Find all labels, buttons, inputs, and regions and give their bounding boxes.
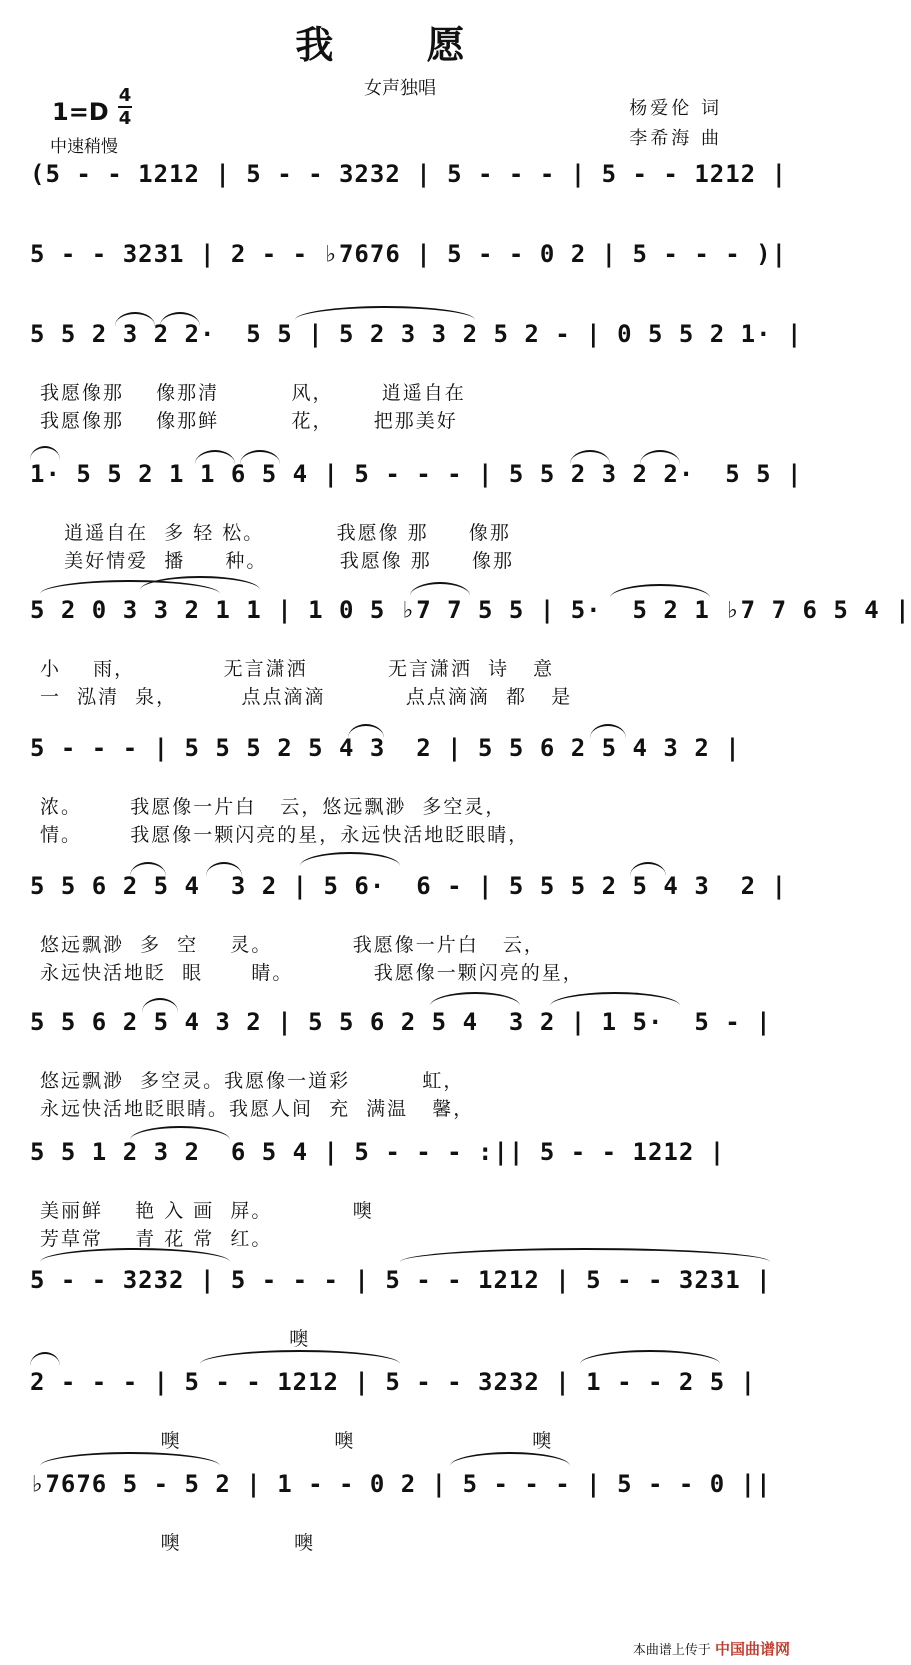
lyric-verse-1: 逍遥自在 多 轻 松。 我愿像 那 像那 [40, 522, 511, 544]
score-system-10 [30, 1266, 772, 1350]
lyric-verse-2: 美好情爱 播 种。 我愿像 那 像那 [40, 550, 514, 572]
score-system-8 [30, 1008, 770, 1118]
notation-line: ♭7676 5 - 5 2 | 1 - - 0 2 | 5 - - - | 5 - - 0 || [30, 1470, 772, 1498]
lyric-verse-1: 小 雨， 无言潇洒 无言潇洒 诗 意 [40, 658, 555, 680]
lyric-verse-2: 永远快活地眨眼睛。我愿人间 充 满温 馨， [40, 1098, 475, 1120]
lyric-verse-1: 我愿像那 像那清 风， 逍遥自在 [40, 382, 466, 404]
score-system-2 [30, 240, 788, 300]
score-system-7 [30, 872, 788, 984]
lyric-verse-2: 永远快活地眨 眼 睛。 我愿像一颗闪亮的星， [40, 962, 584, 984]
score-system-6 [30, 734, 770, 844]
notation-line: 5 5 2 3 2 2· 5 5 | 5 2 3 3 2 5 2 - | 0 5 5 2 1· | [30, 320, 803, 348]
lyric-verse-1: 悠远飘渺 多 空 灵。 我愿像一片白 云， [40, 934, 545, 956]
lyric-verse-1: 噢 [40, 1328, 311, 1350]
lyricist-credit: 杨爱伦 词 [629, 98, 722, 119]
score-system-3 [30, 320, 803, 432]
notation-line: 5 - - 3231 | 2 - - ♭7676 | 5 - - 0 2 | 5 - - - )| [30, 240, 788, 268]
lyric-verse-2: 一 泓清 泉， 点点滴滴 点点滴滴 都 是 [40, 686, 573, 708]
notation-line: 5 5 1 2 3 2 6 5 4 | 5 - - - :|| 5 - - 1212 | [30, 1138, 726, 1166]
lyric-verse-1: 悠远飘渺 多空灵。我愿像一道彩 虹， [40, 1070, 465, 1092]
time-signature [118, 86, 132, 128]
score-system-9 [30, 1138, 770, 1248]
footer-credit [633, 1638, 790, 1659]
lyric-verse-2: 我愿像那 像那鲜 花， 把那美好 [40, 410, 458, 432]
notation-line: 5 - - - | 5 5 5 2 5 4 3 2 | 5 5 6 2 5 4 3 2 | [30, 734, 741, 762]
lyric-verse-1: 美丽鲜 艳 入 画 屏。 噢 [40, 1200, 374, 1222]
page-title: 我 愿 [295, 23, 505, 67]
time-denominator: 4 [118, 108, 132, 129]
notation-line: 5 5 6 2 5 4 3 2 | 5 5 6 2 5 4 3 2 | 1 5· 5 - | [30, 1008, 772, 1036]
lyric-verse-1: 噢 噢 [40, 1532, 316, 1554]
notation-line: 5 2 0 3 3 2 1 1 | 1 0 5 ♭7 7 5 5 | 5· 5 2 1 ♭7 7 6 5 4 | [30, 596, 911, 624]
lyric-verse-2: 情。 我愿像一颗闪亮的星，永远快活地眨眼睛， [40, 824, 530, 846]
notation-line: 5 5 6 2 5 4 3 2 | 5 6· 6 - | 5 5 5 2 5 4 3 2 | [30, 872, 788, 900]
key-signature: 1=D [52, 98, 109, 126]
lyric-verse-1: 浓。 我愿像一片白 云，悠远飘渺 多空灵， [40, 796, 507, 818]
score-system-1 [30, 160, 788, 220]
subtitle: 女声独唱 [364, 78, 436, 99]
score-system-12 [30, 1470, 770, 1560]
notation-line: 5 - - 3232 | 5 - - - | 5 - - 1212 | 5 - - 3231 | [30, 1266, 772, 1294]
lyric-verse-1: 噢 噢 噢 [40, 1430, 554, 1452]
composer-credit: 李希海 曲 [629, 128, 722, 149]
notation-line: 2 - - - | 5 - - 1212 | 5 - - 3232 | 1 - - 2 5 | [30, 1368, 757, 1396]
time-numerator: 4 [118, 85, 132, 106]
notation-line: (5 - - 1212 | 5 - - 3232 | 5 - - - | 5 - - 1212 | [30, 160, 788, 188]
score-system-5 [30, 596, 911, 708]
tempo-marking: 中速稍慢 [50, 137, 118, 157]
footer-site[interactable]: 中国曲谱网 [714, 1640, 790, 1658]
score-system-11 [30, 1368, 770, 1452]
score-system-4 [30, 460, 803, 572]
notation-line: 1· 5 5 2 1 1 6 5 4 | 5 - - - | 5 5 2 3 2 2· 5 5 | [30, 460, 803, 488]
footer-text: 本曲谱上传于 [632, 1643, 711, 1658]
lyric-verse-2: 芳草常 青 花 常 红。 [40, 1228, 273, 1250]
